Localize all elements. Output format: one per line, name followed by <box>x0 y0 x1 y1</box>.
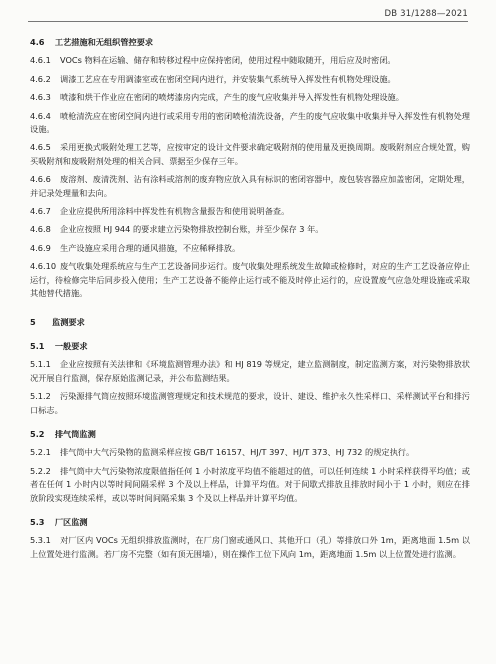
section-5-3-heading <box>30 516 470 529</box>
clause-text: 污染源排气筒应按照环境监测管理规定和技术规范的要求，设计、建设、维护永久性采样口、采样测试平台和排污口标志。 <box>30 391 470 415</box>
clause-paragraph <box>30 205 470 218</box>
clause-number: 5.1.1 <box>30 359 51 370</box>
clause-paragraph <box>30 260 470 300</box>
clause-number: 4.6.8 <box>30 224 51 235</box>
clause-number: 5.3.1 <box>30 535 51 546</box>
clause-paragraph <box>30 223 470 236</box>
clause-number: 4.6.3 <box>30 92 51 103</box>
section-number: 5.2 <box>30 428 45 439</box>
section-5-heading <box>30 316 470 329</box>
clause-paragraph <box>30 141 470 168</box>
section-5-1-heading <box>30 340 470 353</box>
header-rule <box>28 21 468 22</box>
clause-text: 对厂区内 VOCs 无组织排放监测时，在厂房门窗或通风口、其他开口（孔）等排放口外 1m，距离地面 1.5m 以上位置处进行监测。若厂房不完整（如有顶无围墙），则在操作工位下风向 1m，距离地面 1.5m 以上位置处进行监测。 <box>30 535 470 559</box>
section-5-2-items <box>30 446 470 505</box>
section-title: 厂区监测 <box>54 516 88 527</box>
clause-text: 喷漆和烘干作业应在密闭的喷烤漆房内完成，产生的废气应收集并导入挥发性有机物处理设施。 <box>60 92 404 103</box>
clause-number: 4.6.2 <box>30 73 51 84</box>
section-title: 一般要求 <box>54 340 88 351</box>
clause-paragraph <box>30 73 470 86</box>
section-number: 5.1 <box>30 340 45 351</box>
clause-text: 企业应按照 HJ 944 的要求建立污染物排放控制台账，并至少保存 3 年。 <box>60 224 324 235</box>
clause-paragraph <box>30 91 470 104</box>
clause-paragraph <box>30 358 470 385</box>
clause-text: 企业应按照有关法律和《环境监测管理办法》和 HJ 819 等规定，建立监测制度，制定监测方案，对污染物排放状况开展自行监测，保存原始监测记录，并公布监测结果。 <box>30 359 470 383</box>
clause-text: 喷枪清洗应在密闭空间内进行或采用专用的密闭喷枪清洗设备，产生的废气应收集中收集并导入挥发性有机物处理设施。 <box>30 110 470 135</box>
clause-paragraph <box>30 446 470 459</box>
section-5-1-items <box>30 358 470 417</box>
clause-paragraph <box>30 242 470 255</box>
clause-number: 4.6.9 <box>30 242 51 253</box>
clause-text: VOCs 物料在运输、储存和转移过程中应保持密闭，使用过程中随取随开，用后应及时密闭。 <box>60 55 396 66</box>
section-5-3-items <box>30 534 470 561</box>
document-body <box>30 36 470 561</box>
section-number: 5.3 <box>30 516 45 527</box>
section-title: 工艺措施和无组织管控要求 <box>54 37 154 47</box>
clause-paragraph <box>30 110 470 137</box>
clause-text: 生产设施应采用合理的通风措施，不应稀释排放。 <box>60 242 241 253</box>
clause-text: 排气筒中大气污染物的监测采样应按 GB/T 16157、HJ/T 397、HJ/T 373、HJ 732 的规定执行。 <box>60 447 415 458</box>
section-4-6-items <box>30 54 470 300</box>
clause-text: 排气筒中大气污染物浓度限值指任何 1 小时浓度平均值不能超过的值，可以任何连续 1 小时采样获得平均值；或者在任何 1 小时内以等时间间隔采样 3 个及以上样品，计算平均值。对于间歇式排放且排放时间小于 1 小时，则应在排放阶段实现连续采样，或以等时间间隔采集 3 个及以上样品并计算平均值。 <box>30 465 470 503</box>
section-title: 排气筒监测 <box>54 428 96 439</box>
clause-number: 4.6.7 <box>30 206 51 217</box>
clause-paragraph <box>30 465 470 505</box>
clause-paragraph <box>30 534 470 561</box>
clause-text: 采用更换式吸附处理工艺等，应按审定的设计文件要求确定吸附剂的使用量及更换周期。废吸附剂应合规处置，购买吸附剂和废吸附剂处理的相关合同、票据至少保存三年。 <box>30 142 470 166</box>
clause-number: 5.2.2 <box>30 465 51 476</box>
clause-number: 5.2.1 <box>30 447 51 458</box>
section-5-2-heading <box>30 428 470 441</box>
section-number: 5 <box>30 316 36 327</box>
document-code: DB 31/1288—2021 <box>384 9 468 19</box>
clause-number: 4.6.10 <box>30 261 57 272</box>
clause-paragraph <box>30 173 470 200</box>
clause-number: 4.6.6 <box>30 174 51 185</box>
clause-paragraph <box>30 390 470 417</box>
clause-number: 4.6.5 <box>30 142 51 153</box>
section-title: 监测要求 <box>52 316 85 327</box>
clause-paragraph <box>30 54 470 67</box>
clause-text: 调漆工艺应在专用调漆室或在密闭空间内进行，并安装集气系统导入挥发性有机物处理设施。 <box>60 73 396 84</box>
section-number: 4.6 <box>30 37 45 47</box>
clause-text: 废气收集处理系统应与生产工艺设备同步运行。废气收集处理系统发生故障或检修时，对应的生产工艺设备应停止运行，待检修完毕后同步投入使用；生产工艺设备不能停止运行或不能及时停止运行的，应设置废气应急处理设施或采取其他替代措施。 <box>30 261 470 299</box>
clause-text: 废溶剂、废清洗剂、沾有涂料或溶剂的废弃物应放入具有标识的密闭容器中，废包装容器应加盖密闭，定期处理，并记录处理量和去向。 <box>30 174 470 198</box>
clause-number: 5.1.2 <box>30 391 51 402</box>
section-4-6-heading <box>30 36 470 49</box>
clause-text: 企业应提供所用涂料中挥发性有机物含量报告和使用说明备查。 <box>60 206 290 217</box>
clause-number: 4.6.1 <box>30 55 51 66</box>
clause-number: 4.6.4 <box>30 110 51 121</box>
